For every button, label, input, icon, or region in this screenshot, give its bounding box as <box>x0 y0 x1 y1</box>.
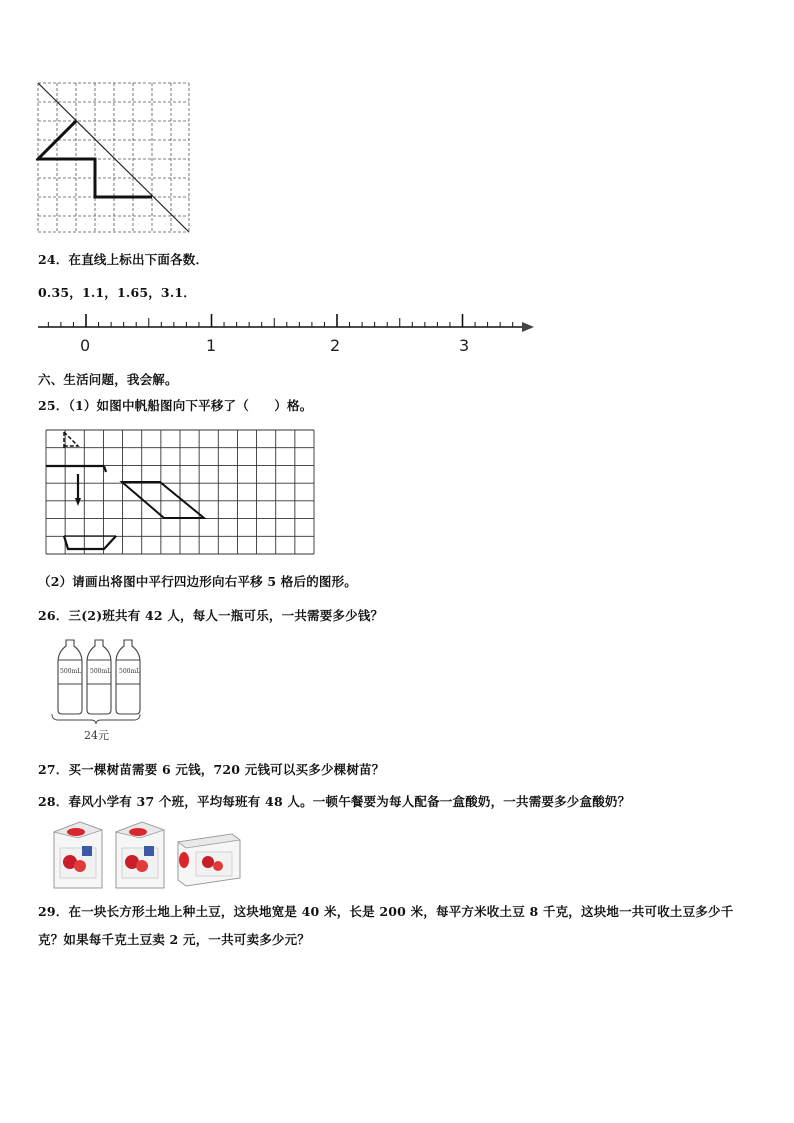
number-line <box>36 312 536 334</box>
bottle-label-1: 500mL <box>60 668 82 675</box>
axis-label-2: 2 <box>330 336 341 355</box>
q29-text: 29．在一块长方形土地上种土豆，这块地宽是 40 米，长是 200 米，每平方米收土豆 8 千克，这块地一共可收土豆多少千克？如果每千克土豆卖 2 元，一共可卖多少元？ <box>38 904 734 947</box>
cola-bottles-illustration <box>48 638 144 728</box>
bottle-label-3: 500mL <box>119 668 141 675</box>
cola-bottle-icon <box>87 640 111 714</box>
cola-bottle-icon <box>116 640 140 714</box>
q25-part1: 25．（1）如图中帆船图向下平移了（ ）格。 <box>38 398 313 413</box>
cola-bottle-icon <box>58 640 82 714</box>
q24-title: 24．在直线上标出下面各数． <box>38 252 209 267</box>
q27-text: 27．买一棵树苗需要 6 元钱，720 元钱可以买多少棵树苗？ <box>38 762 385 777</box>
q24-numbers: 0.35，1.1，1.65，3.1． <box>38 285 196 300</box>
q25-part2: （2）请画出将图中平行四边形向右平移 5 格后的图形。 <box>38 574 357 589</box>
sailboat-grid <box>44 428 316 556</box>
q28-text: 28．春风小学有 37 个班，平均每班有 48 人。一顿午餐要为每人配备一盒酸奶，一共需要多少盒酸奶？ <box>38 794 631 809</box>
q26-text: 26．三(2)班共有 42 人，每人一瓶可乐，一共需要多少钱？ <box>38 608 384 623</box>
cola-price: 24元 <box>84 729 109 742</box>
axis-label-1: 1 <box>206 336 217 355</box>
yogurt-boxes-illustration <box>50 818 246 894</box>
symmetry-grid-figure <box>36 81 192 235</box>
axis-label-3: 3 <box>459 336 470 355</box>
bottle-label-2: 500mL <box>90 668 112 675</box>
axis-label-0: 0 <box>80 336 91 355</box>
section6-title: 六、生活问题，我会解。 <box>38 372 178 387</box>
